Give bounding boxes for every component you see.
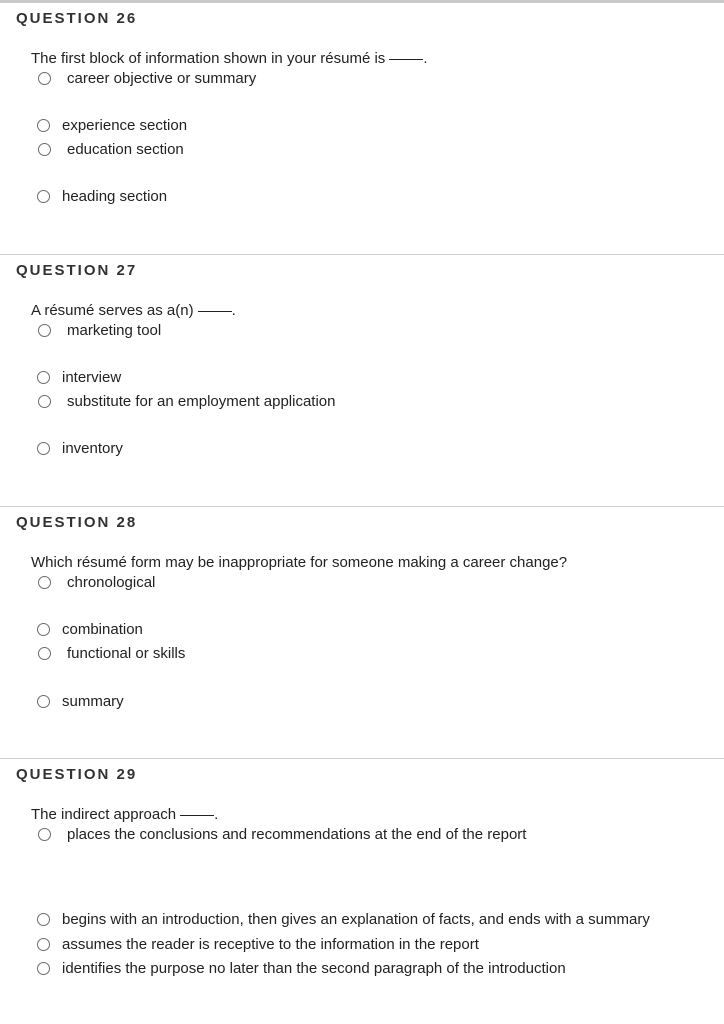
radio-button-icon[interactable] [38,72,51,85]
answer-option-label: career objective or summary [67,70,257,87]
question-prompt [31,554,567,571]
radio-button-icon[interactable] [37,371,50,384]
question-header: QUESTION 26 [16,10,138,27]
answer-option[interactable] [38,70,256,87]
question-prompt [31,302,236,319]
answer-option[interactable] [38,574,155,591]
answer-option[interactable] [37,188,167,205]
answer-option-label: summary [62,693,124,710]
question-header: QUESTION 27 [16,262,138,279]
answer-option[interactable] [38,393,335,410]
answer-blank [180,815,214,816]
question-prompt [31,50,427,67]
question-divider [0,506,724,507]
answer-blank [389,59,423,60]
answer-option-label: functional or skills [67,645,186,662]
question-prompt-text: A résumé serves as a(n) [31,302,194,319]
answer-option-label: chronological [67,574,156,591]
answer-option[interactable] [37,911,650,928]
question-prompt-text: The first block of information shown in your résumé is [31,50,386,67]
radio-button-icon[interactable] [37,695,50,708]
answer-option-label: interview [62,369,122,386]
answer-option-label: heading section [62,188,168,205]
question-header: QUESTION 29 [16,766,138,783]
answer-option-label: experience section [62,117,188,134]
blank-period: . [214,806,219,823]
answer-option[interactable] [38,826,526,843]
answer-option[interactable] [38,141,184,158]
radio-button-icon[interactable] [38,395,51,408]
answer-option[interactable] [37,440,123,457]
answer-option-label: inventory [62,440,123,457]
blank-period: . [423,50,428,67]
answer-option-label: marketing tool [67,322,162,339]
question-header: QUESTION 28 [16,514,138,531]
answer-option[interactable] [38,645,185,662]
answer-option[interactable] [37,693,124,710]
answer-option[interactable] [37,621,143,638]
answer-blank [198,311,232,312]
radio-button-icon[interactable] [37,442,50,455]
answer-option-label: combination [62,621,143,638]
question-divider [0,758,724,759]
radio-button-icon[interactable] [38,576,51,589]
answer-option-label: identifies the purpose no later than the second paragraph of the introduction [62,960,566,977]
radio-button-icon[interactable] [37,913,50,926]
blank-period: . [231,302,236,319]
answer-option-label: assumes the reader is receptive to the information in the report [62,936,479,953]
radio-button-icon[interactable] [37,962,50,975]
radio-button-icon[interactable] [37,938,50,951]
answer-option[interactable] [37,369,121,386]
radio-button-icon[interactable] [37,119,50,132]
radio-button-icon[interactable] [37,623,50,636]
answer-option[interactable] [38,322,161,339]
question-prompt-text: Which résumé form may be inappropriate for someone making a career change? [31,554,568,571]
answer-option-label: places the conclusions and recommendations at the end of the report [67,826,527,843]
radio-button-icon[interactable] [38,828,51,841]
answer-option-label: substitute for an employment application [67,393,336,410]
radio-button-icon[interactable] [38,324,51,337]
answer-option[interactable] [37,117,187,134]
top-divider [0,0,724,3]
answer-option[interactable] [37,936,479,953]
question-divider [0,254,724,255]
answer-option-label: education section [67,141,184,158]
radio-button-icon[interactable] [38,143,51,156]
question-prompt-text: The indirect approach [31,806,177,823]
radio-button-icon[interactable] [38,647,51,660]
answer-option-label: begins with an introduction, then gives an explanation of facts, and ends with a summary [62,911,650,928]
answer-option[interactable] [37,960,566,977]
radio-button-icon[interactable] [37,190,50,203]
question-prompt [31,806,218,823]
